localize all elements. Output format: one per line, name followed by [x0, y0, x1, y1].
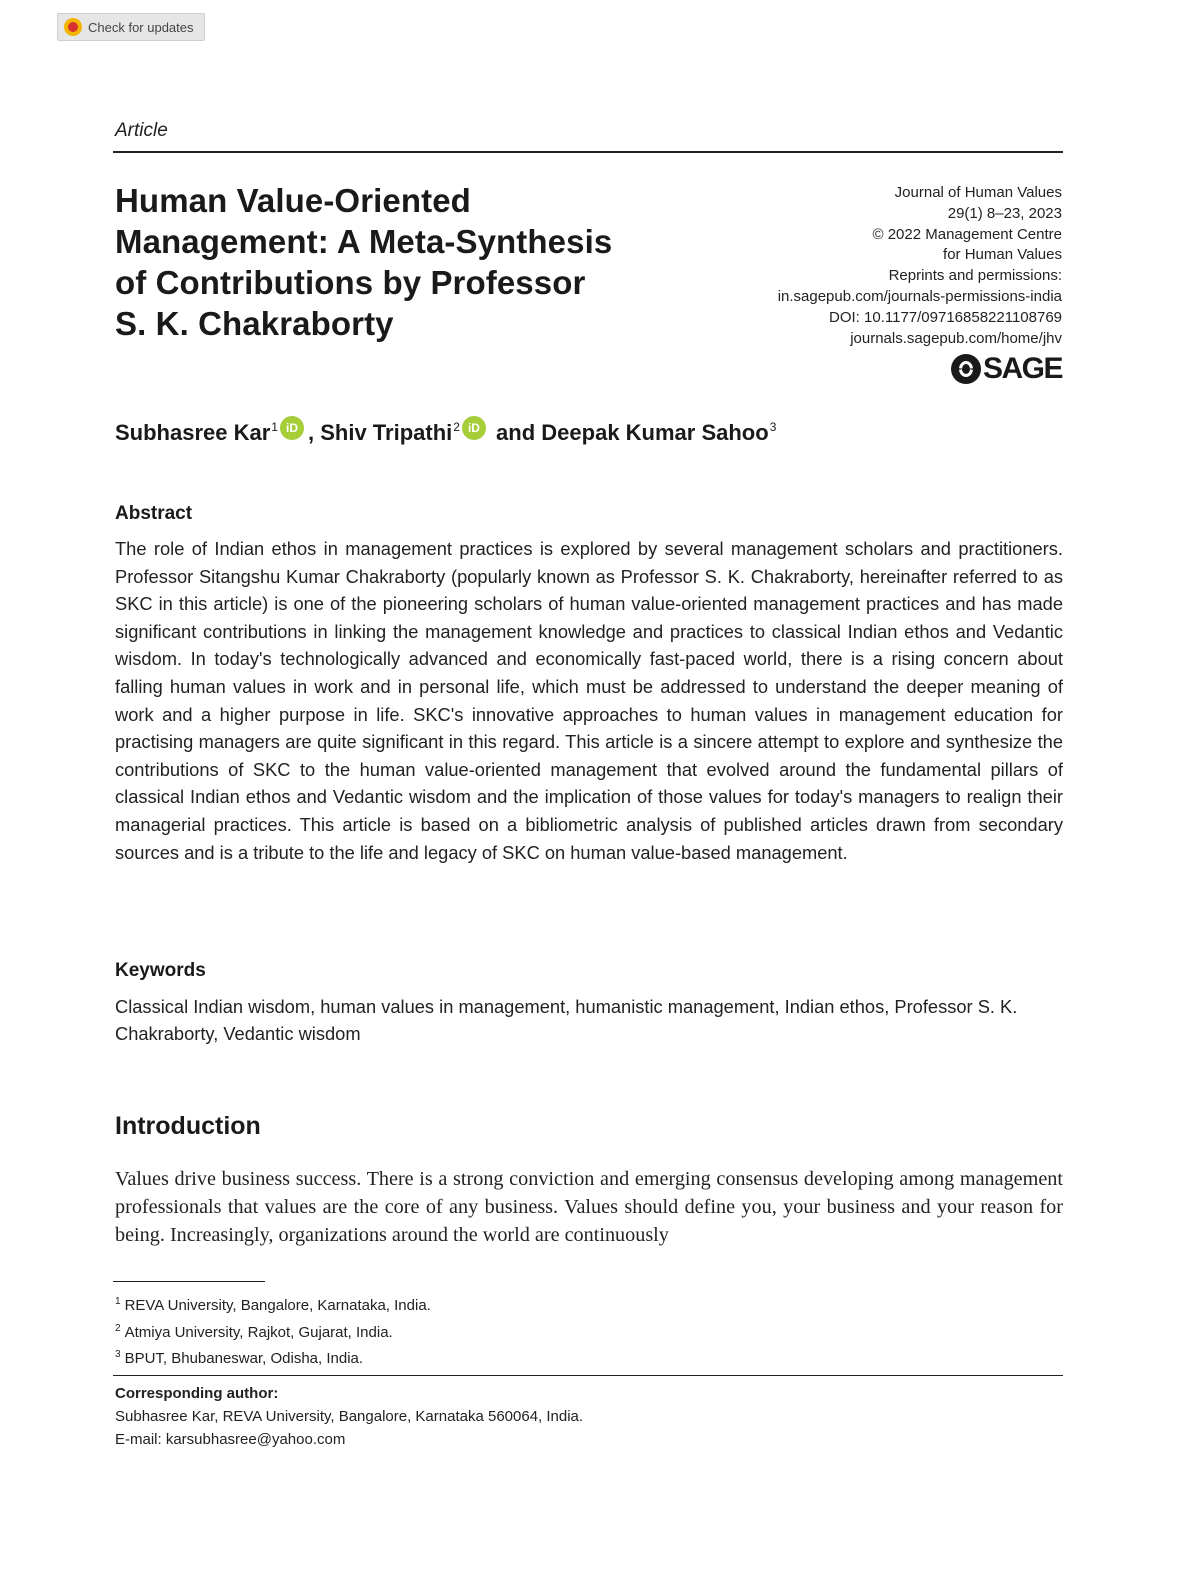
- footnote-number: 2: [115, 1322, 121, 1334]
- footnote-text: REVA University, Bangalore, Karnataka, India.: [124, 1297, 431, 1314]
- copyright-line: for Human Values: [943, 246, 1062, 264]
- sage-s-icon: [951, 354, 981, 384]
- crossmark-icon: [64, 18, 82, 36]
- author-affiliation-mark: 2: [453, 420, 460, 434]
- author-affiliation-mark: 1: [271, 420, 278, 434]
- title-line: Human Value-Oriented: [115, 182, 471, 219]
- author-name: Shiv Tripathi: [320, 420, 453, 445]
- introduction-text: Values drive business success. There is a strong conviction and emerging consensus developing among management professionals that values are the core of any business. Values should define you, your business and your reason for being. Increasingly, organizations around the world are continuously: [115, 1168, 1063, 1246]
- footnotes: [115, 1291, 431, 1371]
- journal-volume: 29(1) 8–23, 2023: [947, 204, 1062, 222]
- doi-link[interactable]: DOI: 10.1177/09716858221108769: [829, 308, 1062, 326]
- footnote-text: BPUT, Bhubaneswar, Odisha, India.: [124, 1350, 364, 1367]
- footnote-divider: [113, 1281, 265, 1282]
- abstract-text: The role of Indian ethos in management practices is explored by several management scholars and practitioners. Professor Sitangshu Kumar Chakraborty (popularly known as Professor S. K. Chakraborty, hereinafter referred to as SKC in this article) is one of the pioneering scholars of human value-oriented management practices and has made significant contributions in linking the management knowledge and practices to classical Indian ethos and Vedantic wisdom. In today's technologically advanced and economically fast-paced world, there is a rising concern about falling human values in work and in personal life, which must be addressed to understand the deeper meaning of work and a higher purpose in life. SKC's innovative approaches to human values in management education for practising managers are quite significant in this regard. This article is a sincere attempt to explore and synthesize the contributions of SKC to the human value-oriented management that evolved around the fundamental pillars of classical Indian ethos and Vedantic wisdom and the implication of those values for today's managers to realign their managerial practices. This article is based on a bibliometric analysis of published articles drawn from secondary sources and is a tribute to the life and legacy of SKC on human value-based management.: [115, 538, 1063, 863]
- title-line: of Contributions by Professor: [115, 264, 586, 301]
- author-name: Subhasree Kar: [115, 420, 271, 445]
- footnote-item: [115, 1291, 431, 1318]
- journal-meta: [662, 183, 1062, 349]
- journal-home-link[interactable]: journals.sagepub.com/home/jhv: [850, 329, 1062, 347]
- article-title: [115, 180, 715, 344]
- corresponding-email[interactable]: E-mail: karsubhasree@yahoo.com: [115, 1431, 346, 1448]
- check-for-updates-button[interactable]: [57, 13, 205, 41]
- footnote-item: [115, 1344, 431, 1371]
- sage-logo: [951, 352, 1062, 386]
- title-line: S. K. Chakraborty: [115, 305, 394, 342]
- footnote-number: 3: [115, 1349, 121, 1360]
- sage-logo-text: SAGE: [982, 352, 1062, 385]
- keywords-heading: Keywords: [115, 960, 206, 981]
- orcid-icon[interactable]: iD: [462, 416, 486, 440]
- copyright-line: © 2022 Management Centre: [872, 225, 1062, 243]
- keywords-text: Classical Indian wisdom, human values in management, humanistic management, Indian ethos, Professor S. K. Chakraborty, Vedantic wisdom: [115, 996, 1018, 1044]
- footnote-number: 1: [115, 1296, 121, 1307]
- author-separator: and: [489, 420, 542, 445]
- title-line: Management: A Meta-Synthesis: [115, 223, 613, 260]
- corresponding-divider: [113, 1375, 1063, 1376]
- corresponding-author: [115, 1382, 583, 1451]
- abstract-heading: Abstract: [115, 503, 193, 524]
- check-for-updates-label: Check for updates: [88, 19, 194, 35]
- permissions-link[interactable]: in.sagepub.com/journals-permissions-india: [777, 287, 1062, 305]
- introduction-heading: Introduction: [115, 1112, 261, 1140]
- author-name: Deepak Kumar Sahoo: [541, 420, 769, 445]
- author-separator: ,: [307, 420, 321, 445]
- journal-name: Journal of Human Values: [894, 184, 1062, 201]
- corresponding-heading: Corresponding author:: [115, 1385, 279, 1402]
- reprints-label: Reprints and permissions:: [888, 267, 1062, 285]
- footnote-item: [115, 1318, 431, 1345]
- footnote-text: Atmiya University, Rajkot, Gujarat, India.: [124, 1323, 393, 1341]
- author-list: [115, 420, 776, 446]
- author-affiliation-mark: 3: [769, 420, 777, 434]
- orcid-icon[interactable]: iD: [280, 416, 304, 440]
- article-type-label: Article: [115, 120, 168, 141]
- header-divider: [113, 151, 1063, 153]
- corresponding-address: Subhasree Kar, REVA University, Bangalore, Karnataka 560064, India.: [115, 1408, 584, 1425]
